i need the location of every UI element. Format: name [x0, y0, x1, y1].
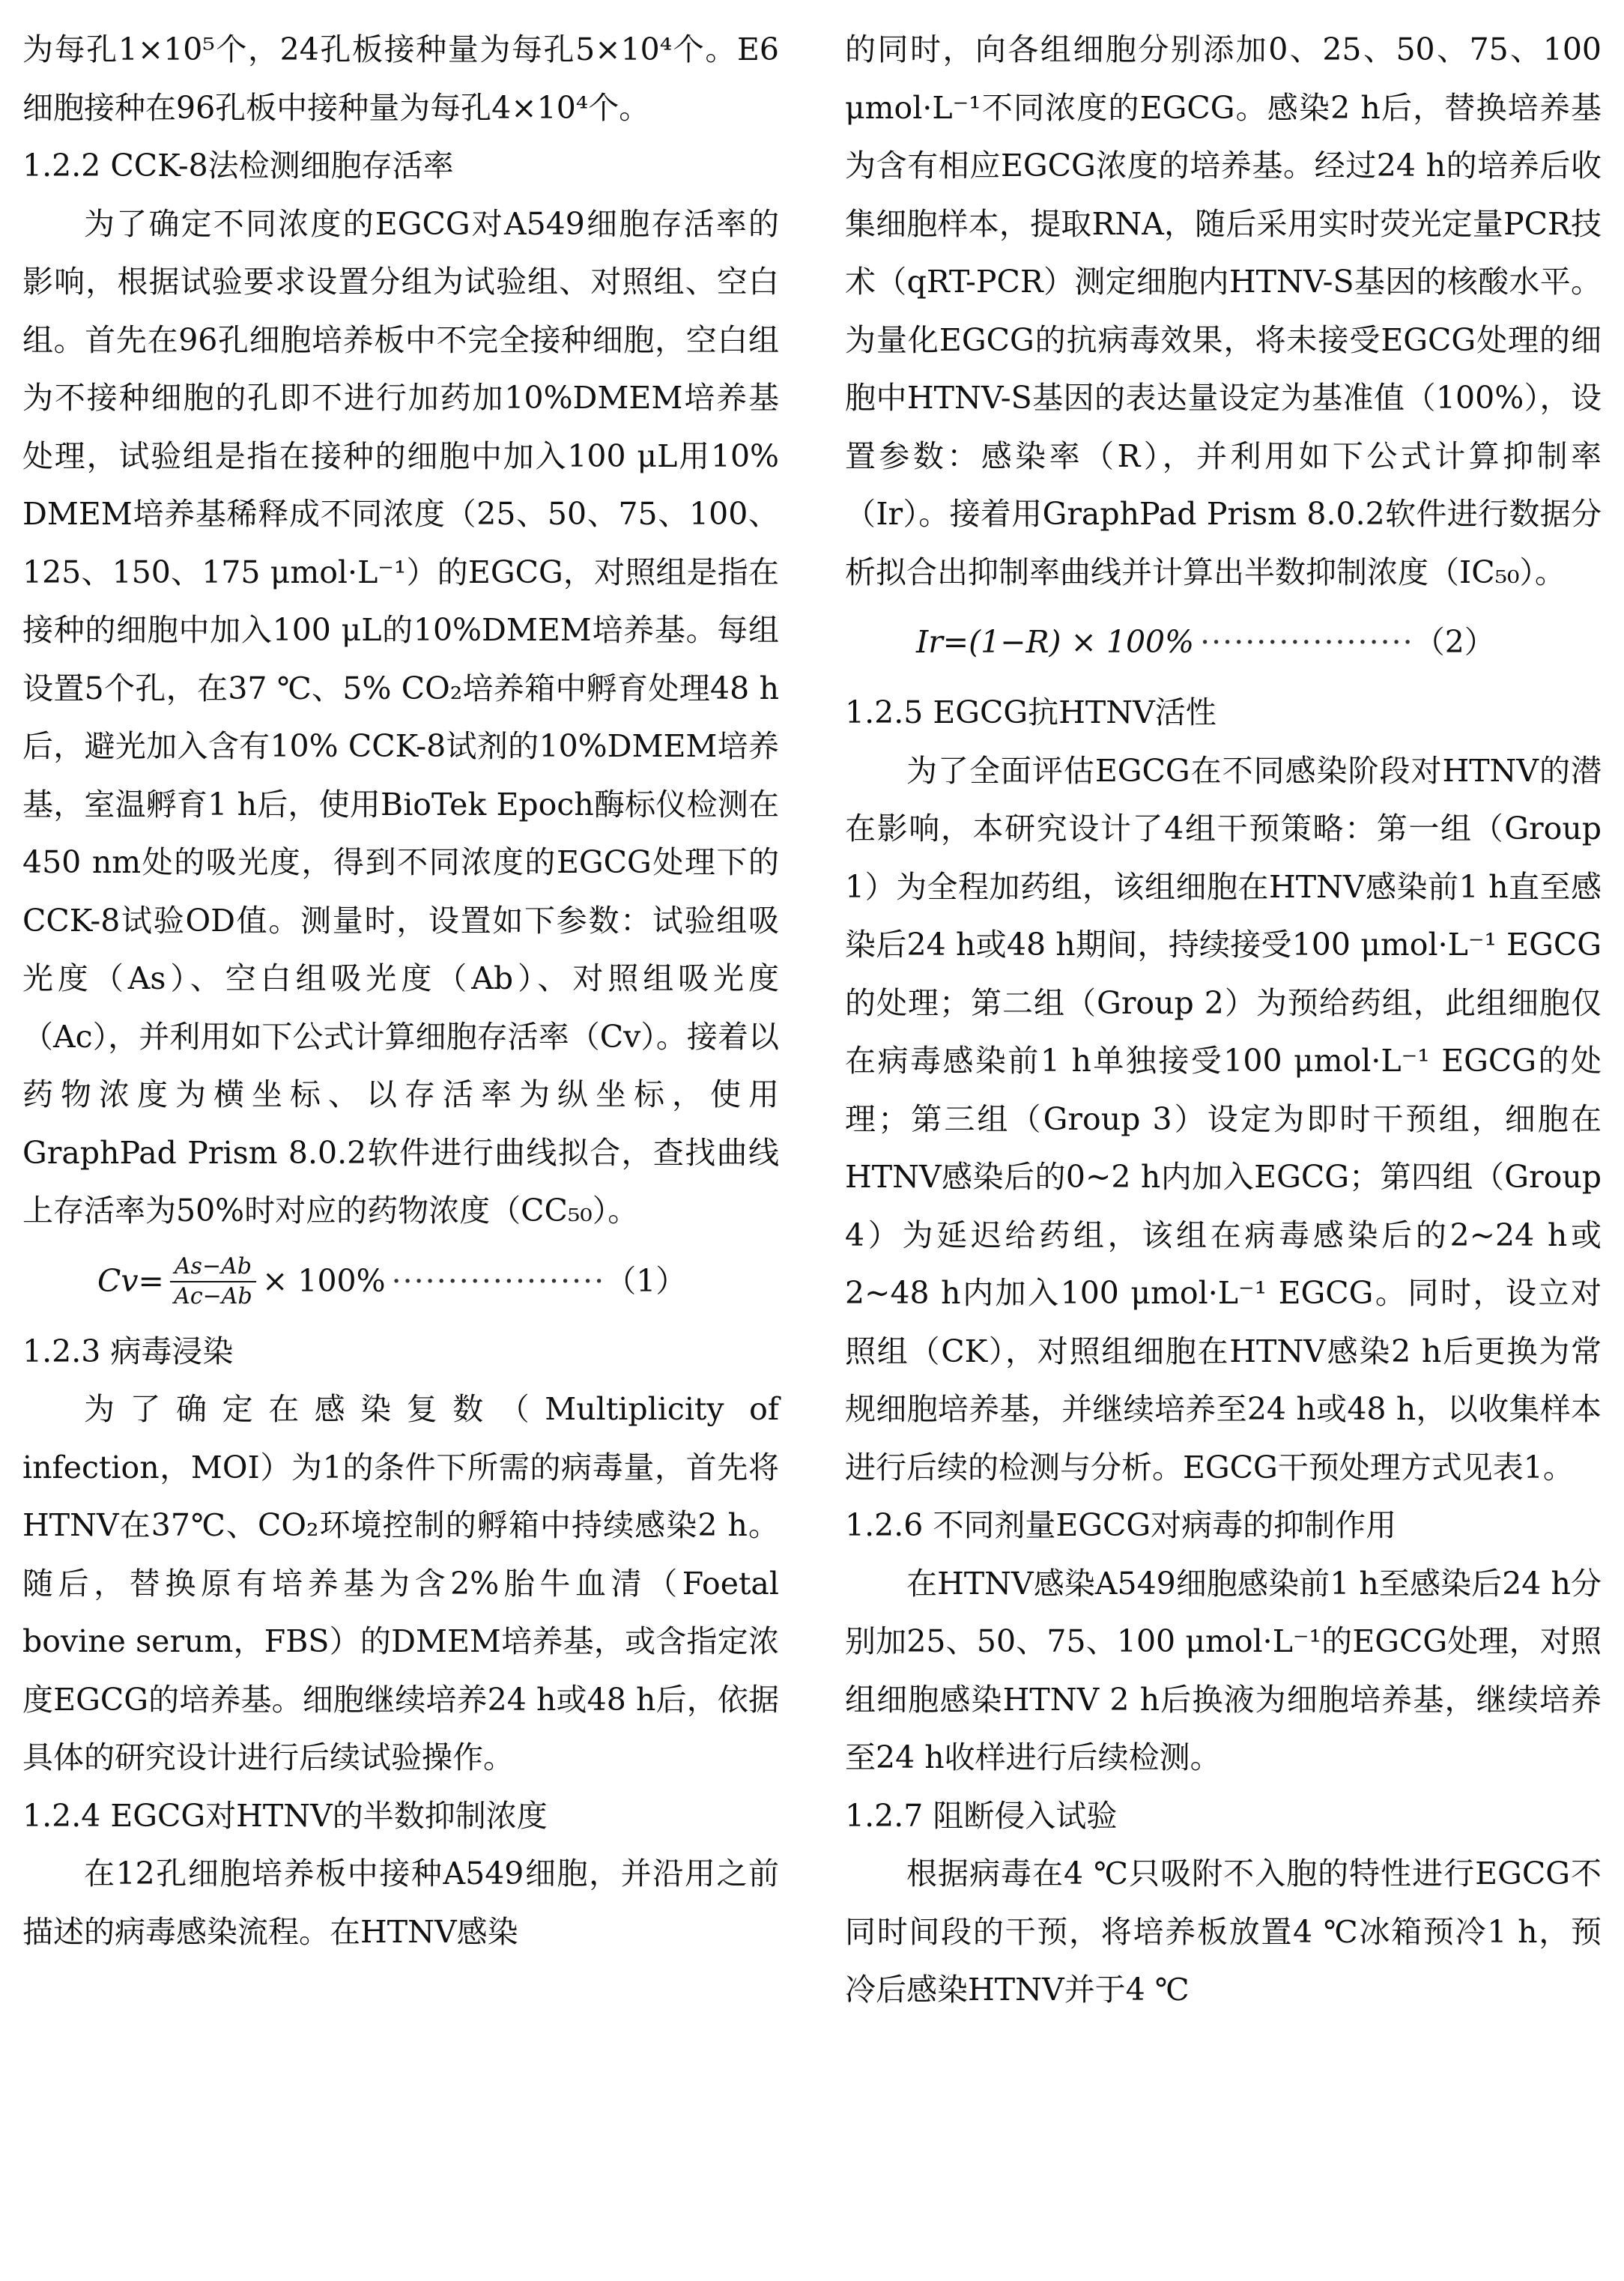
eq1-rhs: × 100%: [261, 1262, 386, 1299]
eq2-leader-dots: ···················: [1200, 624, 1414, 661]
eq1-number: （1）: [605, 1262, 687, 1299]
left-column: [22, 21, 779, 1961]
paragraph-entry-block: 根据病毒在4 ℃只吸附不入胞的特性进行EGCG不同时间段的干预，将培养板放置4 ℃冰箱预冷1 h，预冷后感染HTNV并于4 ℃: [845, 1856, 1602, 2008]
equation-2: [845, 602, 1602, 684]
heading-1-2-6: 1.2.6 不同剂量EGCG对病毒的抑制作用: [845, 1507, 1397, 1543]
heading-1-2-2: 1.2.2 CCK-8法检测细胞存活率: [22, 148, 454, 184]
eq1-denominator: Ac−Ab: [174, 1282, 252, 1309]
heading-1-2-3: 1.2.3 病毒浸染: [22, 1333, 234, 1369]
heading-1-2-4: 1.2.4 EGCG对HTNV的半数抑制浓度: [22, 1797, 548, 1834]
equation-1: [22, 1241, 779, 1323]
paragraph-infection: 为了确定在感染复数（Multiplicity of infection，MOI）为1的条件下所需的病毒量，首先将HTNV在37℃、CO₂环境控制的孵箱中持续感染2 h。随后，替换原有培养基为含2%胎牛血清（Foetal bovine serum，FBS）的DMEM培养基，或含指定浓度EGCG的培养基。细胞继续培养24 h或48 h后，依据具体的研究设计进行后续试验操作。: [22, 1391, 779, 1775]
eq2-number: （2）: [1414, 624, 1495, 661]
paragraph-ic50-start: 在12孔细胞培养板中接种A549细胞，并沿用之前描述的病毒感染流程。在HTNV感染: [22, 1856, 779, 1950]
paragraph-antiviral-groups: 为了全面评估EGCG在不同感染阶段对HTNV的潜在影响，本研究设计了4组干预策略：第一组（Group 1）为全程加药组，该组细胞在HTNV感染前1 h直至感染后24 h或48 h期间，持续接受100 μmol·L⁻¹ EGCG的处理；第二组（Group 2）为预给药组，此组细胞仅在病毒感染前1 h单独接受100 μmol·L⁻¹ EGCG的处理；第三组（Group 3）设定为即时干预组，细胞在HTNV感染后的0~2 h内加入EGCG；第四组（Group 4）为延迟给药组，该组在病毒感染后的2~24 h或2~48 h内加入100 μmol·L⁻¹ EGCG。同时，设立对照组（CK），对照组细胞在HTNV感染2 h后更换为常规细胞培养基，并继续培养至24 h或48 h，以收集样本进行后续的检测与分析。EGCG干预处理方式见表1。: [845, 752, 1602, 1485]
right-column: [845, 21, 1602, 2020]
eq2-formula: Ir=(1−R) × 100%: [916, 624, 1195, 661]
eq1-fraction: [170, 1252, 256, 1311]
paragraph-dose: 在HTNV感染A549细胞感染前1 h至感染后24 h分别加25、50、75、100 μmol·L⁻¹的EGCG处理，对照组细胞感染HTNV 2 h后换液为细胞培养基，继续培养至24 h收样进行后续检测。: [845, 1565, 1602, 1775]
eq1-leader-dots: ···················: [391, 1262, 606, 1299]
eq1-numerator: As−Ab: [170, 1252, 256, 1282]
eq1-lhs: Cv=: [97, 1262, 164, 1299]
left-paragraph-cont: 为每孔1×10⁵个，24孔板接种量为每孔5×10⁴个。E6细胞接种在96孔板中接种量为每孔4×10⁴个。: [22, 31, 779, 126]
heading-1-2-5: 1.2.5 EGCG抗HTNV活性: [845, 694, 1217, 730]
heading-1-2-7: 1.2.7 阻断侵入试验: [845, 1797, 1118, 1834]
paragraph-ic50-cont: 的同时，向各组细胞分别添加0、25、50、75、100 μmol·L⁻¹不同浓度的EGCG。感染2 h后，替换培养基为含有相应EGCG浓度的培养基。经过24 h的培养后收集细胞样本，提取RNA，随后采用实时荧光定量PCR技术（qRT-PCR）测定细胞内HTNV-S基因的核酸水平。为量化EGCG的抗病毒效果，将未接受EGCG处理的细胞中HTNV-S基因的表达量设定为基准值（100%），设置参数：感染率（R），并利用如下公式计算抑制率（Ir）。接着用GraphPad Prism 8.0.2软件进行数据分析拟合出抑制率曲线并计算出半数抑制浓度（IC₅₀）。: [845, 31, 1602, 590]
paragraph-cck8: 为了确定不同浓度的EGCG对A549细胞存活率的影响，根据试验要求设置分组为试验组、对照组、空白组。首先在96孔细胞培养板中不完全接种细胞，空白组为不接种细胞的孔即不进行加药加10%DMEM培养基处理，试验组是指在接种的细胞中加入100 μL用10% DMEM培养基稀释成不同浓度（25、50、75、100、125、150、175 μmol·L⁻¹）的EGCG，对照组是指在接种的细胞中加入100 μL的10%DMEM培养基。每组设置5个孔，在37 ℃、5% CO₂培养箱中孵育处理48 h后，避光加入含有10% CCK-8试剂的10%DMEM培养基，室温孵育1 h后，使用BioTek Epoch酶标仪检测在450 nm处的吸光度，得到不同浓度的EGCG处理下的CCK-8试验OD值。测量时，设置如下参数：试验组吸光度（As）、空白组吸光度（Ab）、对照组吸光度（Ac），并利用如下公式计算细胞存活率（Cv）。接着以药物浓度为横坐标、以存活率为纵坐标，使用GraphPad Prism 8.0.2软件进行曲线拟合，查找曲线上存活率为50%时对应的药物浓度（CC₅₀）。: [22, 205, 779, 1229]
